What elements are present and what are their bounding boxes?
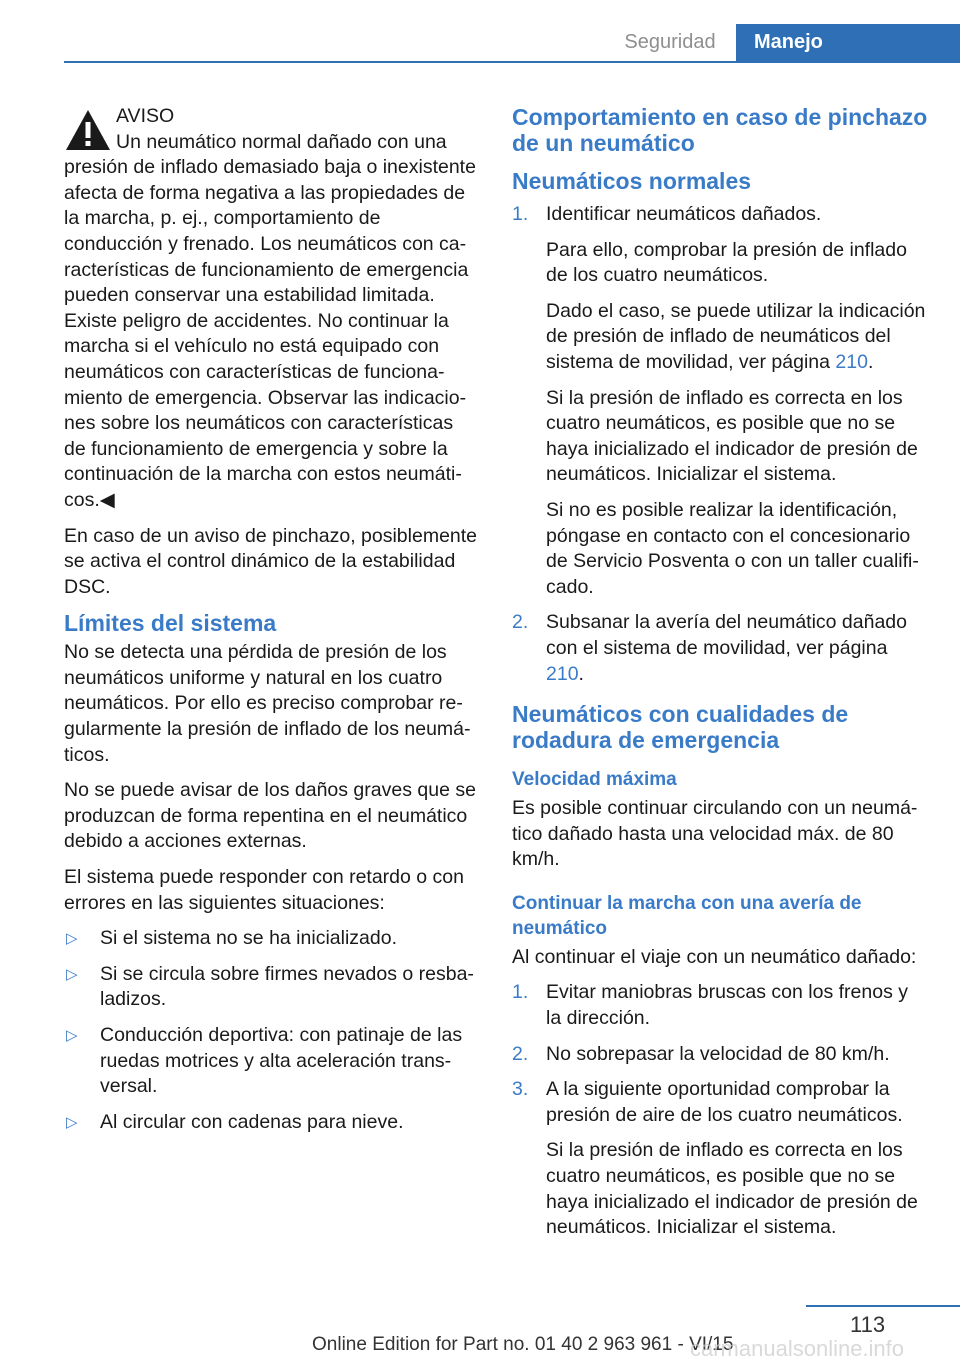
step-number: 2. [512, 611, 529, 634]
max-speed-heading: Velocidad máxima [512, 769, 677, 791]
bullet-triangle-icon: ▷ [66, 1113, 78, 1131]
normal-tires-heading: Neumáticos normales [512, 168, 752, 194]
step-number: 1. [512, 203, 529, 225]
list-item [512, 202, 928, 600]
step-text: Identificar neumáticos dañados. [546, 203, 822, 225]
bullet-text: Si el sistema no se ha inicializado. [100, 927, 397, 950]
page-link-210[interactable]: 210 [546, 662, 579, 685]
warning-title: AVISO [116, 105, 175, 127]
warning-head [64, 104, 478, 155]
step-text: Subsanar la avería del neumático dañado con el sistema de movilidad, ver página [546, 611, 907, 659]
step-text: Si la presión de inflado es correcta en los cuatro neumáticos, es posible que no se haya inicializado el indicador de presión de neumáticos. Inicializar el sistema. [546, 1139, 918, 1239]
limits-bullet-list [64, 926, 478, 1135]
list-item [64, 962, 478, 1013]
list-item [64, 1023, 478, 1100]
step-text: Si la presión de inflado es correcta en los cuatro neumáticos, es posible que no se haya inicializado el indicador de presión de neumáticos. Inicializar el sistema. [546, 386, 918, 486]
step-number: 2. [512, 1042, 529, 1065]
normal-steps-list [512, 202, 928, 687]
list-item [64, 1110, 478, 1136]
limits-heading: Límites del sistema [64, 610, 277, 637]
max-speed-text: Es posible continuar circulando con un neumático dañado hasta una velocidad máx. de 80 km/h. [512, 797, 918, 871]
warning-text-first: Un neumático normal dañado con una [116, 130, 447, 153]
bullet-text: Conducción deportiva: con patinaje de las ruedas motrices y alta aceleración transversal. [100, 1024, 463, 1098]
step-text: Evitar maniobras bruscas con los frenos y la dirección. [546, 981, 908, 1030]
tab-manejo[interactable]: Manejo [736, 24, 960, 61]
page-link-210[interactable]: 210 [835, 350, 868, 373]
warning-block [64, 104, 478, 514]
list-item [512, 980, 928, 1031]
warning-triangle-icon [64, 108, 112, 152]
bullet-triangle-icon: ▷ [66, 965, 78, 983]
list-item [512, 1042, 928, 1068]
step-text: Si no es posible realizar la identificación, póngase en contacto con el concesionario de Servicio Posventa o con un taller cualificado. [546, 498, 919, 598]
footer-rule [806, 1305, 960, 1307]
continue-heading: Continuar la marcha con una avería de neumático [512, 892, 862, 939]
tab-seguridad[interactable]: Seguridad [624, 31, 716, 53]
runflat-heading: Neumáticos con cualidades de rodadura de emergencia [512, 701, 849, 754]
bullet-text: Al circular con cadenas para nieve. [100, 1110, 404, 1133]
bullet-triangle-icon: ▷ [66, 1027, 78, 1044]
left-column [64, 104, 478, 1145]
warning-text: presión de inflado demasiado baja o inexistente afecta de forma negativa a las propiedades de la marcha, p. ej., comportamiento de conducción y frenado. Los neumáticos con características de funcionamiento de emergencia pueden conservar una estabilidad limitada. Existe peligro de accidentes. No continuar la marcha si el vehículo no está equipado con neumáticos con características de funcionamiento de emergencia. Observar las indicaciones sobre los neumáticos con características de funcionamiento de emergencia y sobre la continuación de la marcha con estos neumáticos.◀ [64, 156, 476, 511]
step-text-post: . [867, 350, 874, 373]
continue-steps-list [512, 980, 928, 1240]
bullet-text: Si se circula sobre firmes nevados o resbaladizos. [100, 962, 474, 1011]
dsc-paragraph: En caso de un aviso de pinchazo, posiblemente se activa el control dinámico de la estabilidad DSC. [64, 524, 478, 598]
limits-paragraph-2: No se puede avisar de los daños graves que se produzcan de forma repentina en el neumático debido a acciones externas. [64, 779, 476, 853]
step-text: A la siguiente oportunidad comprobar la presión de aire de los cuatro neumáticos. [546, 1078, 903, 1126]
step-text-pre: Dado el caso, se puede utilizar la indicación de presión de inflado de neumáticos del sistema de movilidad, ver página [546, 299, 926, 373]
step-text: Para ello, comprobar la presión de inflado de los cuatro neumáticos. [546, 238, 907, 287]
step-number: 1. [512, 981, 529, 1004]
limits-paragraph-1: No se detecta una pérdida de presión de los neumáticos uniforme y natural en los cuatro neumáticos. Por ello es preciso comprobar regularmente la presión de inflado de los neumáticos. [64, 641, 471, 766]
right-column [512, 104, 928, 1251]
section-heading: Comportamiento en caso de pinchazo de un neumático [512, 104, 928, 156]
watermark: carmanualsonline.info [690, 1336, 905, 1361]
step-number: 3. [512, 1078, 529, 1101]
step-text-post: . [578, 662, 584, 685]
limits-paragraph-3: El sistema puede responder con retardo o con errores en las siguientes situaciones: [64, 866, 464, 914]
page-number: 113 [850, 1312, 886, 1337]
step-text: No sobrepasar la velocidad de 80 km/h. [546, 1042, 890, 1065]
list-item [512, 1077, 928, 1241]
header-rule [64, 61, 960, 63]
bullet-triangle-icon: ▷ [66, 930, 78, 948]
step-text [546, 299, 928, 376]
list-item [64, 926, 478, 952]
edition-footer: Online Edition for Part no. 01 40 2 963 961 - VI/15 [312, 1334, 734, 1355]
list-item [512, 610, 928, 687]
continue-intro: Al continuar el viaje con un neumático dañado: [512, 945, 917, 968]
